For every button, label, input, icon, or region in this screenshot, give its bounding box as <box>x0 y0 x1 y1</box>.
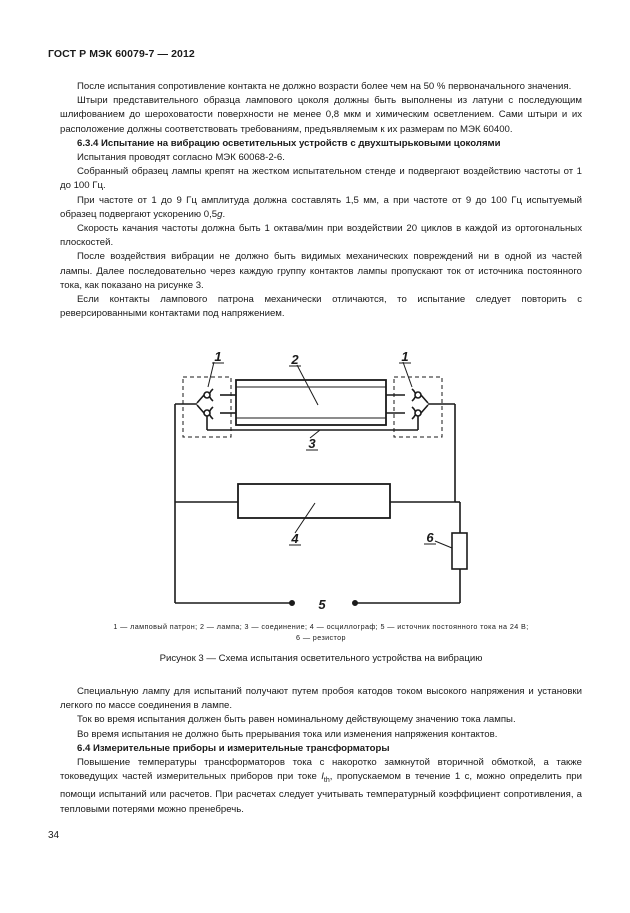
label-lamp: 2 <box>291 352 299 367</box>
paragraph <box>60 756 582 817</box>
section-heading: 6.3.4 Испытание на вибрацию осветительных устройств с двухштырьковыми цоколями <box>77 137 501 149</box>
oscillograph <box>238 484 390 518</box>
paragraph: Если контакты лампового патрона механически отличаются, то испытание следует повторить с реверсированными контактами под напряжением. <box>60 294 582 320</box>
legend-line: 6 — резистор <box>296 633 346 642</box>
label-resistor: 6 <box>426 530 434 545</box>
text-block-top <box>60 80 582 321</box>
paragraph-text: . <box>222 208 226 220</box>
paragraph: После воздействия вибрации не должно быть видимых механических повреждений ни в одной из частей лампы. Далее последовательно через каждую группу контактов лампы пропускают ток от источника постоянного тока, как показано на рисунке 3. <box>60 251 582 291</box>
document-header: ГОСТ Р МЭК 60079-7 — 2012 <box>48 48 195 60</box>
figure-legend <box>60 621 582 643</box>
paragraph: После испытания сопротивление контакта не должно возрасти более чем на 50 % первоначального значения. <box>77 81 572 92</box>
label-lampholder-right: 1 <box>401 349 409 364</box>
figure-caption: Рисунок 3 — Схема испытания осветительного устройства на вибрацию <box>159 653 483 664</box>
current-symbol: I <box>321 771 324 783</box>
paragraph-text: Повышение температуры трансформаторов тока с накоротко замкнутой вторичной обмоткой, а также токоведущих частей измерительных приборов при токе <box>60 757 582 783</box>
paragraph: Во время испытания не должно быть прерывания тока или изменения напряжения контактов. <box>77 728 498 740</box>
text-block-bottom <box>60 685 582 817</box>
g-symbol: g <box>217 208 223 220</box>
paragraph: Специальную лампу для испытаний получают путем пробоя катодов током высокого напряжения и установки легкого по массе соединения в лампе. <box>60 686 582 712</box>
current-subscript: th <box>323 777 330 785</box>
paragraph: Скорость качания частоты должна быть 1 октава/мин при воздействии 20 циклов в каждой из ортогональных плоскостей. <box>60 223 582 249</box>
paragraph: Штыри представительного образца лампового цоколя должны быть выполнены из латуни с последующим шлифованием до шероховатости поверхности не менее 0,8 мкм и химическим осветлением. Сами штыри и их расположение должны соответствовать требованиям, предъявляемым к их размерам по МЭК 60400. <box>60 95 582 135</box>
circuit-diagram <box>150 345 475 620</box>
paragraph: Ток во время испытания должен быть равен номинальному действующему значению тока лампы. <box>77 714 516 726</box>
paragraph-text: При частоте от 1 до 9 Гц амплитуда должна составлять 1,5 мм, а при частоте от 9 до 100 Гц испытуемый образец подвергают ускорению 0,5 <box>60 194 582 220</box>
label-connection: 3 <box>308 436 316 451</box>
paragraph: Собранный образец лампы крепят на жестком испытательном стенде и подвергают воздействию частоты от 1 до 100 Гц. <box>60 166 582 192</box>
paragraph: Испытания проводят согласно МЭК 60068-2-6. <box>77 152 285 164</box>
label-oscillograph: 4 <box>291 531 299 546</box>
legend-line: 1 — ламповый патрон; 2 — лампа; 3 — соединение; 4 — осциллограф; 5 — источник постоянного тока на 24 В; <box>113 622 529 631</box>
section-heading: 6.4 Измерительные приборы и измерительные трансформаторы <box>77 742 390 754</box>
paragraph-text: , пропускаемом в течение 1 с, можно определить при помощи испытаний или расчетов. При расчетах следует учитывать температурный коэффициент сопротивления, а тепловыми потерями можно пренебречь. <box>60 771 582 815</box>
label-dc-source: 5 <box>318 597 326 612</box>
resistor <box>452 533 467 569</box>
page-number: 34 <box>48 830 60 841</box>
paragraph <box>60 194 582 222</box>
label-lampholder-left: 1 <box>214 349 222 364</box>
